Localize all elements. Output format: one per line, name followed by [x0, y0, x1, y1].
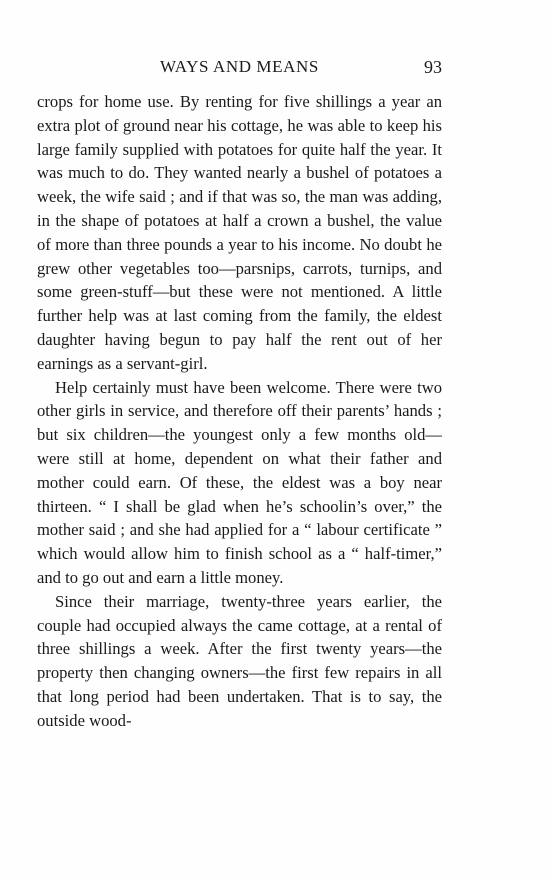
- paragraph: crops for home use. By renting for five shillings a year an extra plot of ground near his cottage, he was able to keep his large family supplied with potatoes for quite half the year. It was much to do. They wanted nearly a bushel of potatoes a week, the wife said ; and if that was so, the man was adding, in the shape of potatoes at half a crown a bushel, the value of more than three pounds a year to his income. No doubt he grew other vegetables too—parsnips, carrots, turnips, and some green-stuff—but these were not mentioned. A little further help was at last coming from the family, the eldest daughter having begun to pay half the rent out of her earnings as a servant-girl.: [37, 92, 442, 373]
- running-title: WAYS AND MEANS: [160, 57, 319, 76]
- page-number: 93: [424, 57, 442, 77]
- paragraph: Help certainly must have been welcome. There were two other girls in service, and therefore off their parents’ hands ; but six children—the youngest only a few months old—were still at home, dependent on what their father and mother could earn. Of these, the eldest was a boy near thirteen. “ I shall be glad when he’s schoolin’s over,” the mother said ; and she had applied for a “ labour certificate ” which would allow him to finish school as a “ half-timer,” and to go out and earn a little money.: [37, 377, 442, 587]
- paragraph: Since their marriage, twenty-three years earlier, the couple had occupied always the came cottage, at a rental of three shillings a week. After the first twenty years—the property then changing owners—the first few repairs in all that long period had been undertaken. That is to say, the outside wood-: [37, 591, 442, 730]
- body-text: [37, 90, 442, 733]
- running-head: [37, 56, 442, 78]
